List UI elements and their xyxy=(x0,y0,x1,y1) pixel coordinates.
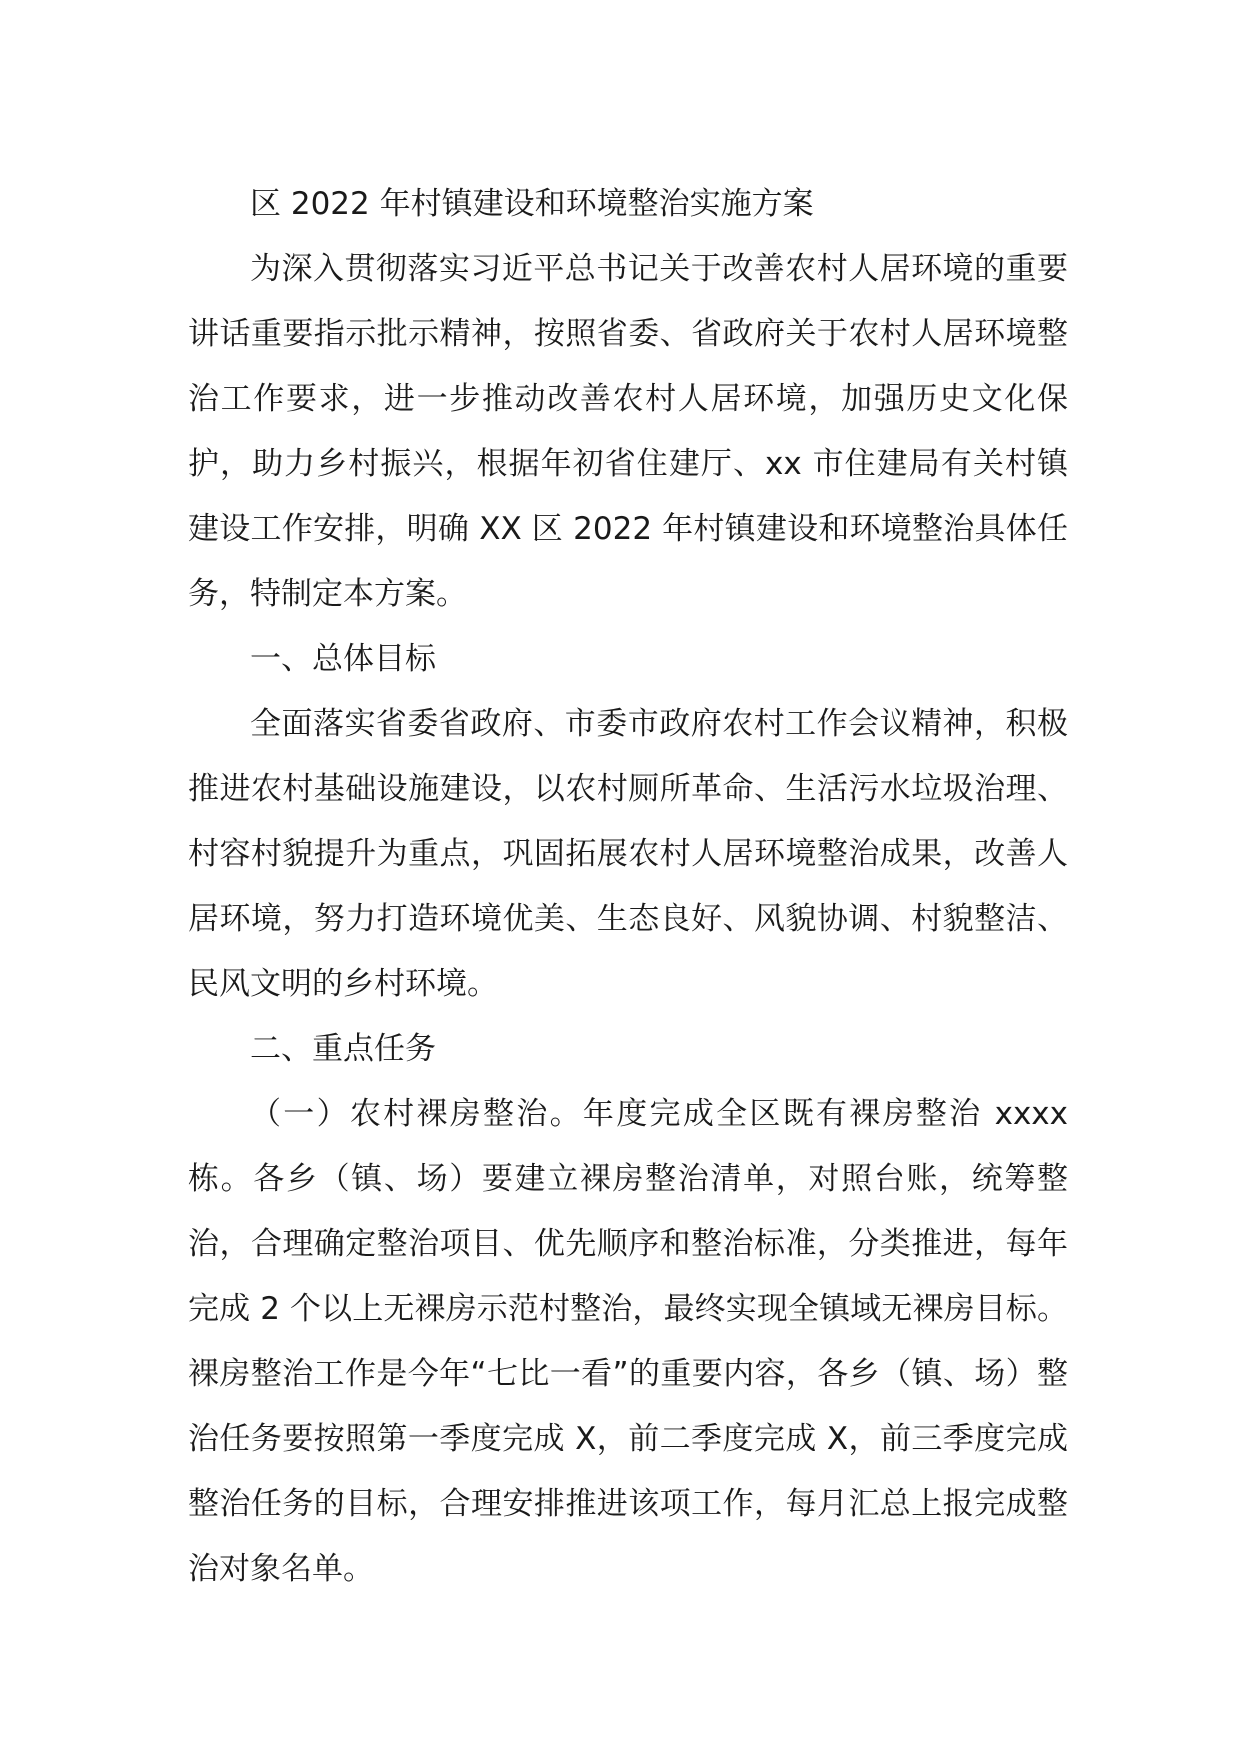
section-heading-key-tasks: 二、重点任务 xyxy=(250,1031,436,1067)
task-one-paragraph: （一）农村裸房整治。年度完成全区既有裸房整治 xxxx 栋。各乡（镇、场）要建立裸房整治清单，对照台账，统筹整治，合理确定整治项目、优先顺序和整治标准，分类推进，每年完成 2 个以上无裸房示范村整治，最终实现全镇域无裸房目标。裸房整治工作是今年“七比一看”的重要内容，各乡（镇、场）整治任务要按照第一季度完成 X，前二季度完成 X，前三季度完成整治任务的目标，合理安排推进该项工作，每月汇总上报完成整治对象名单。 xyxy=(188,1096,1068,1587)
document-body xyxy=(188,172,1068,1602)
overall-goal-paragraph: 全面落实省委省政府、市委市政府农村工作会议精神，积极推进农村基础设施建设，以农村厕所革命、生活污水垃圾治理、村容村貌提升为重点，巩固拓展农村人居环境整治成果，改善人居环境，努力打造环境优美、生态良好、风貌协调、村貌整洁、民风文明的乡村环境。 xyxy=(188,706,1068,1002)
section-heading-overall-goal: 一、总体目标 xyxy=(250,641,436,677)
document-title: 区 2022 年村镇建设和环境整治实施方案 xyxy=(250,186,814,222)
intro-paragraph: 为深入贯彻落实习近平总书记关于改善农村人居环境的重要讲话重要指示批示精神，按照省委、省政府关于农村人居环境整治工作要求，进一步推动改善农村人居环境，加强历史文化保护，助力乡村振兴，根据年初省住建厅、xx 市住建局有关村镇建设工作安排，明确 XX 区 2022 年村镇建设和环境整治具体任务，特制定本方案。 xyxy=(188,251,1068,612)
